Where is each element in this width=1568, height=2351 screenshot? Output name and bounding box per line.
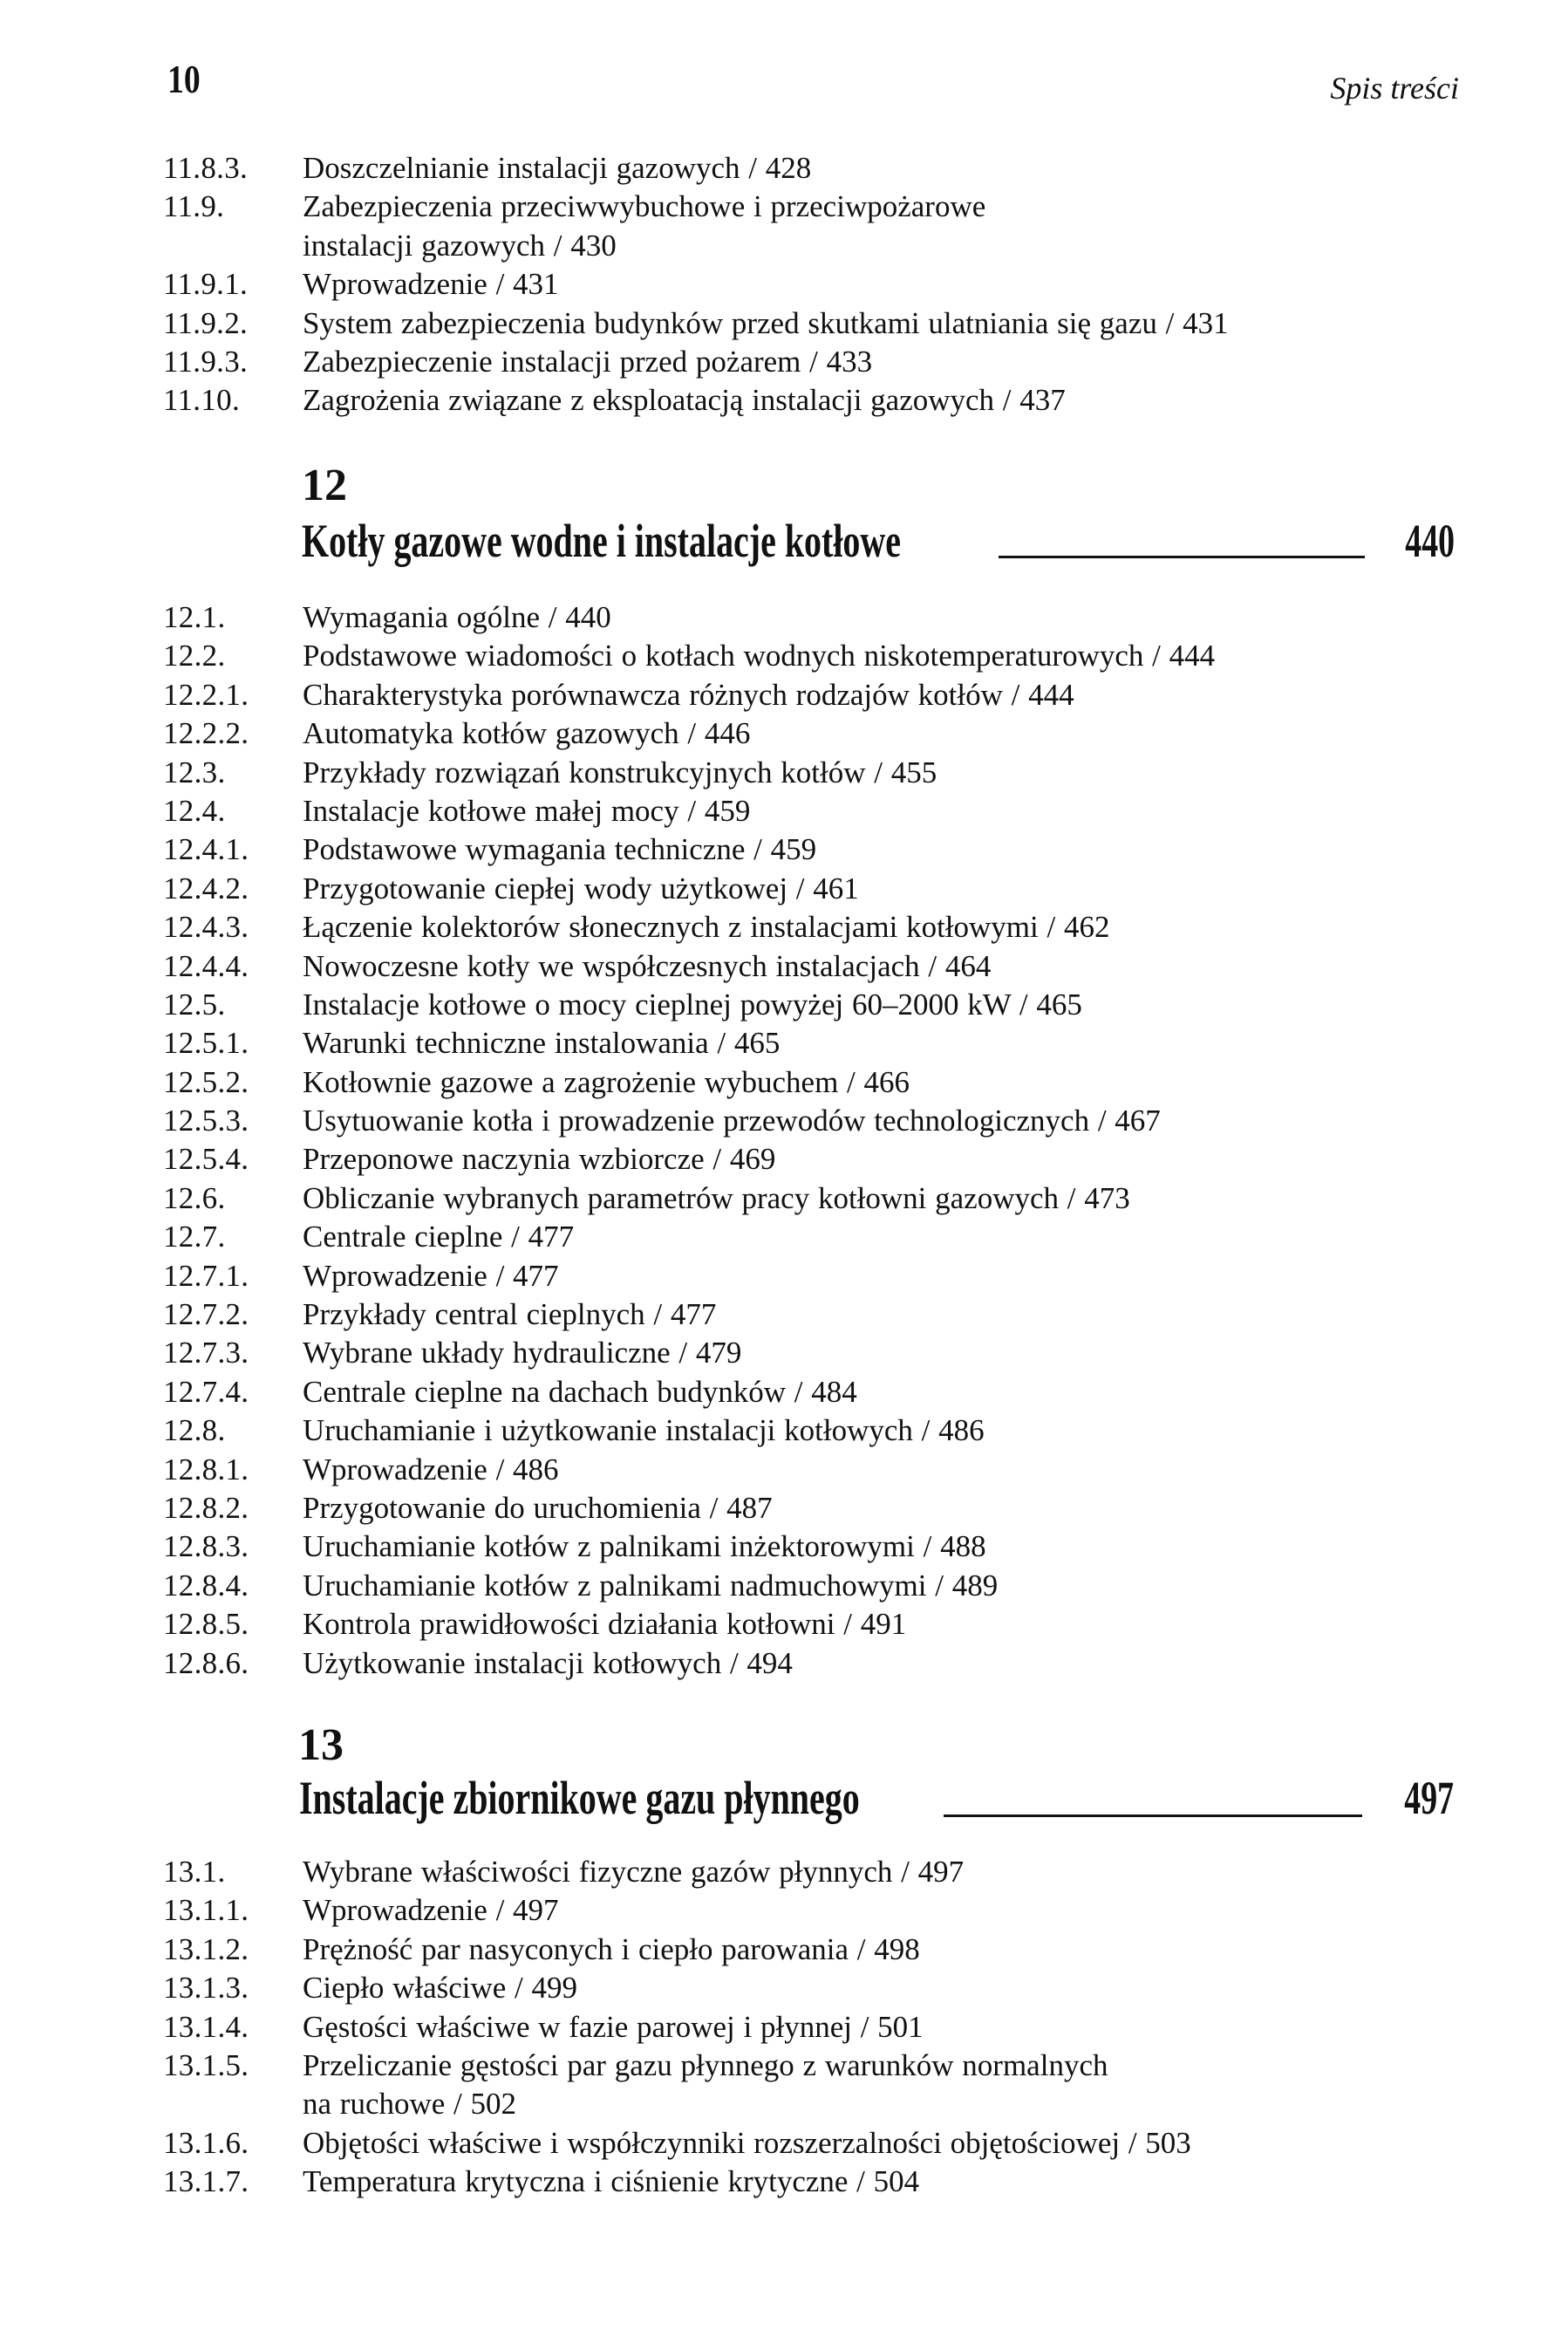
- section-title: Charakterystyka porównawcza różnych rodzajów kotłów / 444: [303, 677, 1074, 712]
- chapter-12-leader-rule: [999, 556, 1365, 558]
- section-number: 13.1.3.: [163, 1971, 249, 2006]
- section-title: Nowoczesne kotły we współczesnych instalacjach / 464: [303, 948, 992, 983]
- section-title: Przeponowe naczynia wzbiorcze / 469: [303, 1142, 776, 1177]
- section-number: 11.9.2.: [163, 305, 249, 340]
- section-number: 13.1.6.: [163, 2125, 249, 2160]
- section-number: 11.10.: [163, 383, 241, 418]
- section-number: 12.2.1.: [163, 677, 249, 712]
- toc-entry-continuation: [0, 227, 1568, 265]
- toc-chapter-11-list: [0, 149, 1568, 420]
- toc-entry: [0, 343, 1568, 381]
- toc-entry: [0, 1853, 1568, 1891]
- section-number: 11.9.1.: [163, 267, 249, 302]
- section-number: 12.8.3.: [163, 1529, 249, 1564]
- section-number: 12.4.2.: [163, 871, 249, 906]
- section-title: Przeliczanie gęstości par gazu płynnego z warunków normalnych: [303, 2047, 1108, 2082]
- toc-entry: [0, 1567, 1568, 1605]
- section-number: 12.4.3.: [163, 910, 249, 945]
- section-number: 12.1.: [163, 600, 226, 634]
- section-number: 12.8.2.: [163, 1490, 249, 1525]
- toc-entry: [0, 1102, 1568, 1140]
- toc-entry: [0, 1179, 1568, 1218]
- toc-entry: [0, 1373, 1568, 1411]
- section-title: Objętości właściwe i współczynniki rozszerzalności objętościowej / 503: [303, 2125, 1191, 2160]
- section-title: Obliczanie wybranych parametrów pracy kotłowni gazowych / 473: [303, 1180, 1130, 1215]
- section-title: System zabezpieczenia budynków przed skutkami ulatniania się gazu / 431: [303, 305, 1229, 340]
- section-number: 13.1.5.: [163, 2047, 249, 2082]
- toc-entry: [0, 2163, 1568, 2201]
- toc-entry: [0, 2124, 1568, 2163]
- running-head: Spis treści: [1330, 71, 1459, 106]
- section-number: 12.4.: [163, 793, 226, 828]
- section-title: Instalacje kotłowe o mocy cieplnej powyżej 60–2000 kW / 465: [303, 987, 1082, 1022]
- section-number: 12.8.: [163, 1413, 226, 1448]
- toc-entry: [0, 870, 1568, 908]
- section-number: 12.8.6.: [163, 1645, 249, 1680]
- section-number: 12.6.: [163, 1180, 226, 1215]
- toc-entry: [0, 1024, 1568, 1063]
- toc-entry: [0, 676, 1568, 714]
- section-title: Wprowadzenie / 431: [303, 267, 559, 302]
- chapter-13-title: Instalacje zbiornikowe gazu płynnego: [299, 1772, 860, 1824]
- toc-entry: [0, 986, 1568, 1024]
- section-title: Zabezpieczenia przeciwwybuchowe i przeciwpożarowe: [303, 189, 986, 224]
- section-number: 12.7.2.: [163, 1297, 249, 1332]
- section-title: Prężność par nasyconych i ciepło parowania / 498: [303, 1931, 920, 1966]
- chapter-13-page: 497: [1404, 1772, 1454, 1824]
- section-title: Instalacje kotłowe małej mocy / 459: [303, 793, 751, 828]
- section-number: 12.5.2.: [163, 1064, 249, 1099]
- section-number: 12.5.3.: [163, 1104, 249, 1138]
- section-number: 12.5.1.: [163, 1026, 249, 1061]
- section-title: Przygotowanie do uruchomienia / 487: [303, 1490, 773, 1525]
- section-number: 12.3.: [163, 755, 226, 789]
- section-title: Centrale cieplne na dachach budynków / 484: [303, 1374, 857, 1409]
- section-number: 13.1.4.: [163, 2009, 249, 2044]
- chapter-12-title: Kotły gazowe wodne i instalacje kotłowe: [302, 515, 902, 567]
- section-title: Gęstości właściwe w fazie parowej i płynnej / 501: [303, 2009, 924, 2044]
- chapter-12-number: 12: [302, 461, 347, 510]
- section-number: 12.4.4.: [163, 948, 249, 983]
- toc-entry: [0, 908, 1568, 947]
- page-number: 10: [167, 57, 201, 101]
- section-number: 12.5.: [163, 987, 226, 1022]
- toc-entry: [0, 1063, 1568, 1102]
- section-title: Łączenie kolektorów słonecznych z instalacjami kotłowymi / 462: [303, 910, 1110, 945]
- section-number: 12.2.2.: [163, 716, 249, 751]
- section-title: Zagrożenia związane z eksploatacją instalacji gazowych / 437: [303, 383, 1066, 418]
- section-number: 12.7.1.: [163, 1258, 249, 1293]
- section-number: 13.1.: [163, 1855, 226, 1889]
- section-title: Zabezpieczenie instalacji przed pożarem / 433: [303, 344, 873, 379]
- section-title: Uruchamianie kotłów z palnikami inżektorowymi / 488: [303, 1529, 986, 1564]
- section-title: Wybrane układy hydrauliczne / 479: [303, 1336, 742, 1370]
- section-title: Temperatura krytyczna i ciśnienie krytyczne / 504: [303, 2164, 920, 2199]
- toc-entry: [0, 637, 1568, 675]
- section-number: 12.7.4.: [163, 1374, 249, 1409]
- section-number: 12.7.: [163, 1220, 226, 1254]
- section-title: Ciepło właściwe / 499: [303, 1971, 578, 2006]
- toc-chapter-13-list: [0, 1853, 1568, 2202]
- section-number: 12.8.4.: [163, 1568, 249, 1603]
- section-number: 12.5.4.: [163, 1142, 249, 1177]
- toc-entry-continuation: [0, 2085, 1568, 2123]
- chapter-12-page: 440: [1405, 515, 1455, 567]
- section-title: Podstawowe wymagania techniczne / 459: [303, 832, 817, 867]
- chapter-13-number: 13: [298, 1720, 344, 1770]
- section-title: Podstawowe wiadomości o kotłach wodnych niskotemperaturowych / 444: [303, 639, 1216, 673]
- section-title: Uruchamianie i użytkowanie instalacji kotłowych / 486: [303, 1413, 985, 1448]
- section-title: Usytuowanie kotła i prowadzenie przewodów technologicznych / 467: [303, 1104, 1161, 1138]
- toc-entry: [0, 1489, 1568, 1527]
- section-number: 12.8.1.: [163, 1452, 249, 1486]
- toc-entry: [0, 188, 1568, 226]
- toc-entry: [0, 1605, 1568, 1644]
- section-title: Automatyka kotłów gazowych / 446: [303, 716, 751, 751]
- section-title: Uruchamianie kotłów z palnikami nadmuchowymi / 489: [303, 1568, 999, 1603]
- toc-entry: [0, 1969, 1568, 2007]
- toc-entry: [0, 2047, 1568, 2085]
- toc-entry: [0, 1891, 1568, 1930]
- section-title: Centrale cieplne / 477: [303, 1220, 575, 1254]
- section-title: Wymagania ogólne / 440: [303, 600, 611, 634]
- toc-entry: [0, 304, 1568, 343]
- section-number: 13.1.1.: [163, 1893, 249, 1928]
- section-number: 13.1.2.: [163, 1931, 249, 1966]
- section-title: na ruchowe / 502: [303, 2087, 517, 2122]
- section-title: instalacji gazowych / 430: [303, 228, 617, 263]
- section-title: Kontrola prawidłowości działania kotłowni / 491: [303, 1607, 907, 1642]
- section-number: 12.2.: [163, 639, 226, 673]
- toc-entry: [0, 265, 1568, 304]
- section-number: 13.1.7.: [163, 2164, 249, 2199]
- chapter-13-leader-rule: [944, 1815, 1362, 1817]
- toc-entry: [0, 149, 1568, 188]
- toc-entry: [0, 598, 1568, 637]
- toc-entry: [0, 1931, 1568, 1969]
- section-number: 11.8.3.: [163, 151, 249, 185]
- section-number: 12.8.5.: [163, 1607, 249, 1642]
- toc-entry: [0, 1257, 1568, 1295]
- section-title: Wprowadzenie / 477: [303, 1258, 559, 1293]
- toc-entry: [0, 714, 1568, 753]
- toc-entry: [0, 754, 1568, 792]
- toc-entry: [0, 1644, 1568, 1683]
- section-title: Przykłady central cieplnych / 477: [303, 1297, 717, 1332]
- section-number: 11.9.3.: [163, 344, 249, 379]
- section-number: 12.4.1.: [163, 832, 249, 867]
- toc-entry: [0, 1451, 1568, 1489]
- toc-entry: [0, 1411, 1568, 1450]
- toc-entry: [0, 1334, 1568, 1372]
- section-title: Wprowadzenie / 497: [303, 1893, 559, 1928]
- toc-entry: [0, 792, 1568, 830]
- section-title: Użytkowanie instalacji kotłowych / 494: [303, 1645, 793, 1680]
- section-title: Przygotowanie ciepłej wody użytkowej / 461: [303, 871, 859, 906]
- section-title: Warunki techniczne instalowania / 465: [303, 1026, 781, 1061]
- section-number: 12.7.3.: [163, 1336, 249, 1370]
- section-title: Doszczelnianie instalacji gazowych / 428: [303, 151, 812, 185]
- toc-entry: [0, 1140, 1568, 1179]
- section-title: Przykłady rozwiązań konstrukcyjnych kotłów / 455: [303, 755, 937, 789]
- toc-entry: [0, 381, 1568, 420]
- section-title: Kotłownie gazowe a zagrożenie wybuchem / 466: [303, 1064, 910, 1099]
- section-number: 11.9.: [163, 189, 225, 224]
- toc-chapter-12-list: [0, 598, 1568, 1683]
- section-title: Wprowadzenie / 486: [303, 1452, 559, 1486]
- section-title: Wybrane właściwości fizyczne gazów płynnych / 497: [303, 1855, 965, 1889]
- toc-entry: [0, 830, 1568, 869]
- toc-entry: [0, 947, 1568, 986]
- toc-entry: [0, 1295, 1568, 1334]
- toc-entry: [0, 1527, 1568, 1566]
- toc-entry: [0, 1218, 1568, 1256]
- toc-entry: [0, 2008, 1568, 2047]
